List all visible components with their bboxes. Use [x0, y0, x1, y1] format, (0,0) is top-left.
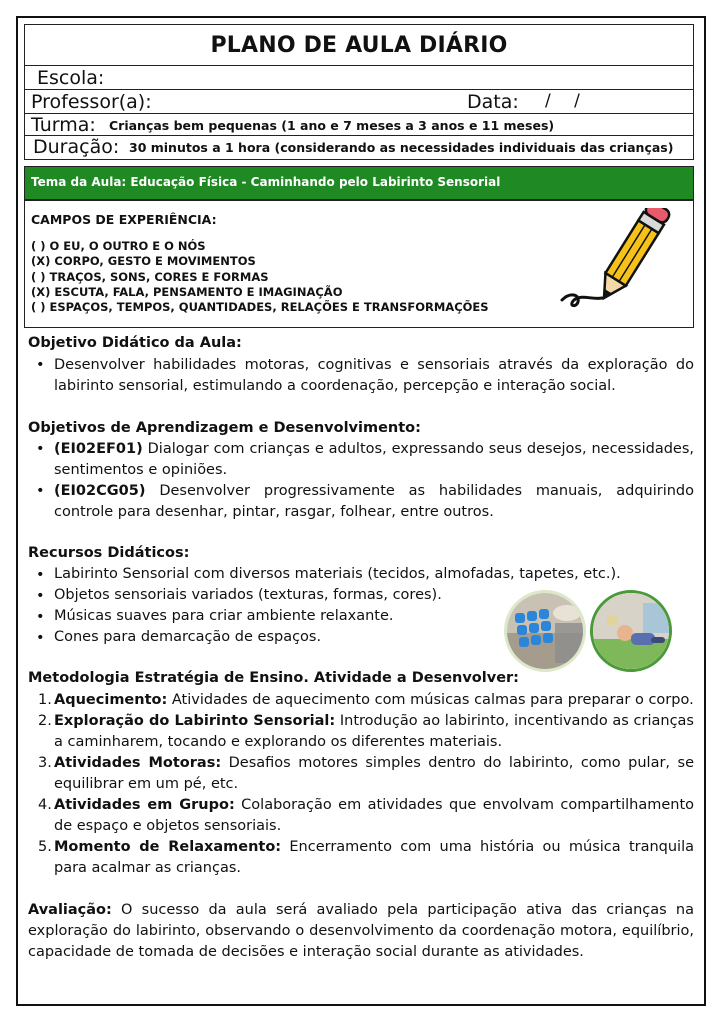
bullet-icon: •: [36, 357, 45, 373]
recursos-title: Recursos Didáticos:: [28, 545, 190, 561]
step-number: 1.: [38, 692, 52, 708]
turma-value: Crianças bem pequenas (1 ano e 7 meses a 3 anos e 11 meses): [109, 118, 555, 133]
campo-item: ( ) O EU, O OUTRO E O NÓS: [31, 239, 206, 253]
turma-label: Turma:: [31, 114, 96, 136]
bullet-icon: •: [36, 441, 45, 457]
divider: [25, 113, 693, 114]
step-number: 4.: [38, 797, 52, 813]
step-label: Momento de Relaxamento:: [54, 839, 282, 855]
step-number: 3.: [38, 755, 52, 771]
duracao-label: Duração:: [33, 136, 120, 158]
campo-item: ( ) TRAÇOS, SONS, CORES E FORMAS: [31, 269, 269, 284]
recurso-item: Objetos sensoriais variados (texturas, formas, cores).: [54, 587, 442, 603]
avaliacao-text: O sucesso da aula será avaliado pela participação ativa das crianças na exploração do labirinto, observando o desenvolvimento da coordenação motora, equilíbrio, capacidade de tomada de decisões e interação social durante as atividades.: [28, 902, 694, 960]
step-text: Colaboração em atividades que envolvam compartilhamento de espaço e objetos sensoriais.: [54, 797, 695, 834]
step-number: 5.: [38, 839, 52, 855]
aprendizagem-item: [54, 481, 694, 523]
child-playing-photo: [590, 590, 672, 672]
avaliacao-label: Avaliação:: [28, 902, 112, 918]
data-value: / /: [545, 91, 580, 111]
aprendizagem-title: Objetivos de Aprendizagem e Desenvolvimento:: [28, 420, 421, 436]
avaliacao-paragraph: [28, 900, 694, 963]
objetivo-text: Desenvolver habilidades motoras, cognitivas e sensoriais através da exploração do labirinto sensorial, estimulando a coordenação, percepção e interação social.: [54, 357, 694, 394]
page-title: PLANO DE AULA DIÁRIO: [210, 33, 508, 58]
bullet-icon: •: [36, 588, 45, 604]
objetivo-title: Objetivo Didático da Aula:: [28, 335, 242, 351]
data-label: Data:: [467, 91, 519, 113]
objective-code: (EI02EF01): [54, 441, 143, 457]
theme-bar: Tema da Aula: Educação Física - Caminhando pelo Labirinto Sensorial: [24, 166, 694, 200]
divider: [25, 89, 693, 90]
metodologia-step: [54, 690, 694, 711]
duracao-value: 30 minutos a 1 hora (considerando as necessidades individuais das crianças): [129, 140, 674, 155]
step-label: Atividades Motoras:: [54, 755, 222, 771]
step-label: Aquecimento:: [54, 692, 168, 708]
recurso-item: Músicas suaves para criar ambiente relaxante.: [54, 608, 394, 624]
aprendizagem-item: [54, 439, 694, 481]
campo-item: (X) ESCUTA, FALA, PENSAMENTO E IMAGINAÇÃO: [31, 284, 343, 299]
bullet-icon: •: [36, 483, 45, 499]
step-text: Introdução ao labirinto, incentivando as crianças a caminharem, tocando e explorando os diferentes materiais.: [54, 713, 694, 750]
objective-code: (EI02CG05): [54, 483, 146, 499]
professor-label: Professor(a):: [31, 91, 152, 113]
campos-title: CAMPOS DE EXPERIÊNCIA:: [31, 212, 217, 227]
divider: [25, 135, 693, 136]
campos-list: [31, 239, 489, 315]
metodologia-step: [54, 753, 694, 795]
recurso-item: Cones para demarcação de espaços.: [54, 629, 322, 645]
pencil-icon: [556, 208, 678, 314]
campo-item: (X) CORPO, GESTO E MOVIMENTOS: [31, 254, 256, 269]
objective-text: Desenvolver progressivamente as habilidades manuais, adquirindo controle para desenhar, pintar, rasgar, folhear, entre outros.: [54, 483, 694, 520]
step-text: Atividades de aquecimento com músicas calmas para preparar o corpo.: [167, 692, 694, 708]
metodologia-step: [54, 837, 694, 879]
sensory-mat-photo: [504, 590, 586, 672]
step-text: Encerramento com uma história ou música tranquila para acalmar as crianças.: [54, 839, 694, 876]
campo-item: ( ) ESPAÇOS, TEMPOS, QUANTIDADES, RELAÇÕES E TRANSFORMAÇÕES: [31, 300, 489, 315]
step-label: Atividades em Grupo:: [54, 797, 235, 813]
escola-label: Escola:: [37, 67, 105, 89]
step-number: 2.: [38, 713, 52, 729]
bullet-icon: •: [36, 630, 45, 646]
step-text: Desafios motores simples dentro do labirinto, como pular, se equilibrar em um pé, etc.: [54, 755, 694, 792]
header-box: [24, 24, 694, 160]
metodologia-step: [54, 795, 694, 837]
divider: [25, 65, 693, 66]
objective-text: Dialogar com crianças e adultos, expressando seus desejos, necessidades, sentimentos e opiniões.: [54, 441, 694, 478]
recurso-item: Labirinto Sensorial com diversos materiais (tecidos, almofadas, tapetes, etc.).: [54, 566, 621, 582]
bullet-icon: •: [36, 609, 45, 625]
metodologia-title: Metodologia Estratégia de Ensino. Atividade a Desenvolver:: [28, 670, 519, 686]
bullet-icon: •: [36, 567, 45, 583]
step-label: Exploração do Labirinto Sensorial:: [54, 713, 336, 729]
metodologia-step: [54, 711, 694, 753]
